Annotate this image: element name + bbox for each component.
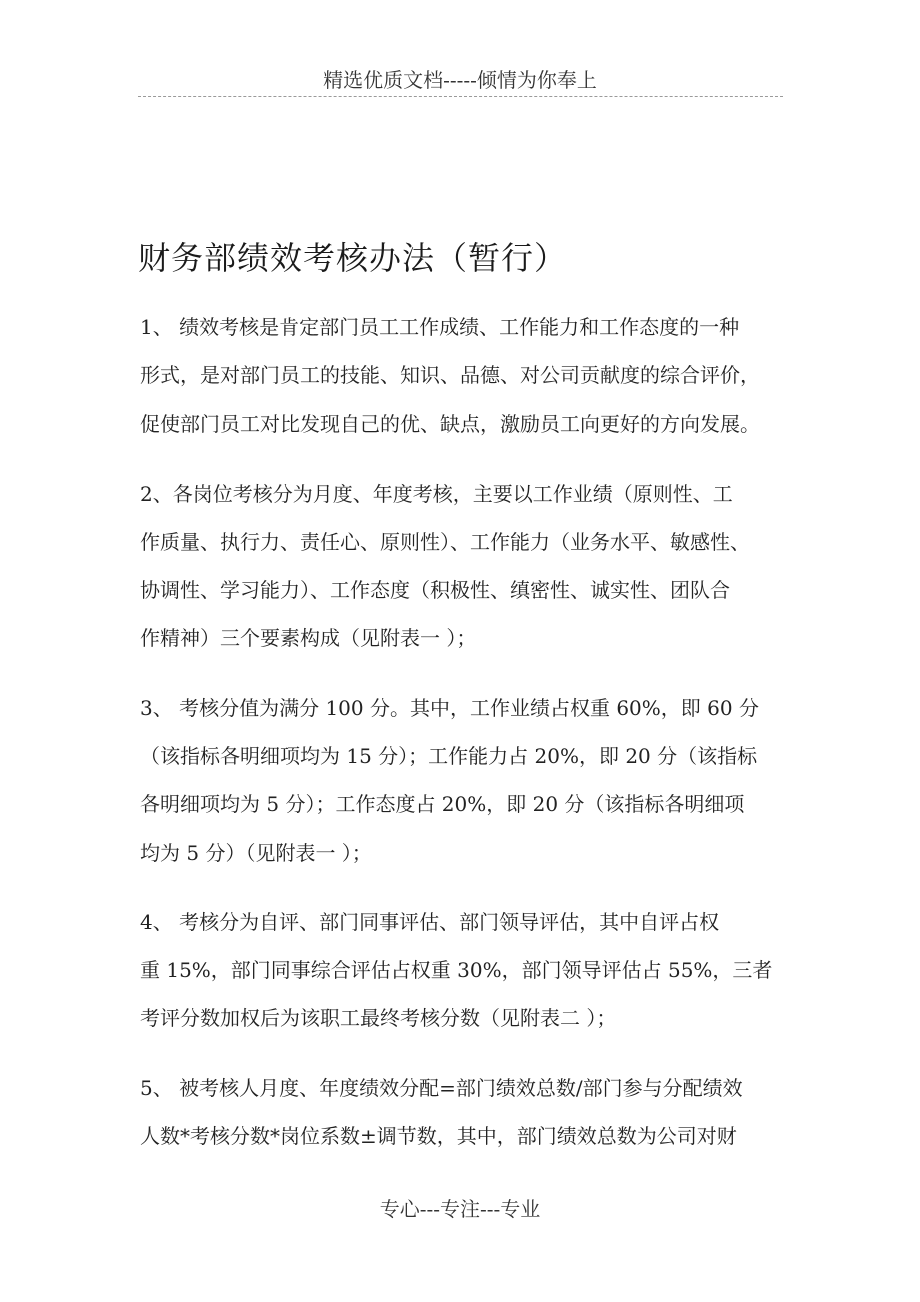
paragraph-line: （该指标各明细项均为 15 分）；工作能力占 20%，即 20 分（该指标 <box>140 744 758 768</box>
paragraph-line: 5、 被考核人月度、年度绩效分配=部门绩效总数/部门参与分配绩效 <box>140 1076 743 1100</box>
paragraph-line: 促使部门员工对比发现自己的优、缺点，激励员工向更好的方向发展。 <box>140 412 760 436</box>
paragraph-line: 作精神）三个要素构成（见附表一 ）； <box>140 626 477 650</box>
page-header: 精选优质文档-----倾情为你奉上 <box>323 68 597 92</box>
paragraph-line: 重 15%，部门同事综合评估占权重 30%，部门领导评估占 55%，三者 <box>140 958 773 982</box>
page-footer: 专心---专注---专业 <box>379 1197 541 1221</box>
paragraph-line: 3、 考核分值为满分 100 分。其中，工作业绩占权重 60%，即 60 分 <box>140 696 759 720</box>
paragraph-line: 2、各岗位考核分为月度、年度考核，主要以工作业绩（原则性、工 <box>140 482 733 506</box>
paragraph-line: 考评分数加权后为该职工最终考核分数（见附表二 ）； <box>140 1006 617 1030</box>
paragraph-line: 均为 5 分）（见附表一 ）； <box>140 841 372 865</box>
paragraph-line: 人数*考核分数*岗位系数±调节数，其中，部门绩效总数为公司对财 <box>140 1124 737 1148</box>
header-divider <box>138 96 783 97</box>
paragraph-line: 各明细项均为 5 分）；工作态度占 20%，即 20 分（该指标各明细项 <box>140 792 745 816</box>
paragraph-line: 4、 考核分为自评、部门同事评估、部门领导评估，其中自评占权 <box>140 910 720 934</box>
paragraph-line: 作质量、执行力、责任心、原则性）、工作能力（业务水平、敏感性、 <box>140 530 750 554</box>
paragraph-line: 形式，是对部门员工的技能、知识、品德、对公司贡献度的综合评价， <box>140 363 760 387</box>
document-title: 财务部绩效考核办法（暂行） <box>138 239 568 277</box>
paragraph-line: 协调性、学习能力）、工作态度（积极性、缜密性、诚实性、团队合 <box>140 578 730 602</box>
paragraph-line: 1、 绩效考核是肯定部门员工工作成绩、工作能力和工作态度的一种 <box>140 315 740 339</box>
